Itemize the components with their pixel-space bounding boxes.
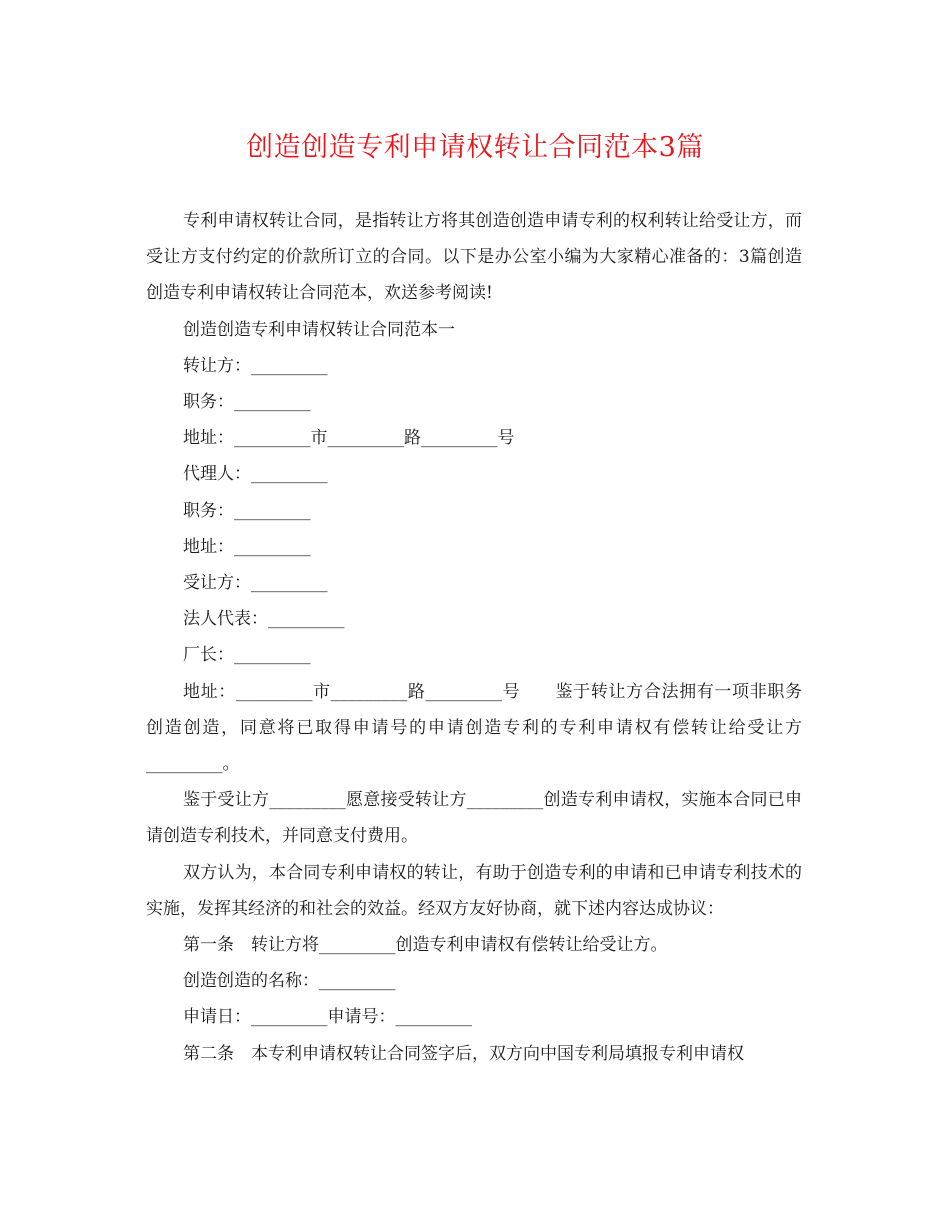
article-one: 第一条 转让方将_________创造专利申请权有偿转让给受让方。: [183, 935, 668, 956]
intro-paragraph: 专利申请权转让合同，是指转让方将其创造创造申请专利的权利转让给受让方，而受让方支付约定的价款所订立的合同。以下是办公室小编为大家精心准备的：3篇创造创造专利申请权转让合同范本，欢送参考阅读!: [146, 211, 802, 304]
field-agent-position: 职务：_________: [183, 500, 311, 521]
field-legal-rep: 法人代表：_________: [183, 609, 345, 630]
field-position: 职务：_________: [183, 392, 311, 413]
field-transferor: 转让方：_________: [183, 355, 328, 376]
document-body: [146, 203, 802, 1072]
field-address: 地址：_________市_________路_________号: [183, 428, 515, 449]
section-heading: 创造创造专利申请权转让合同范本一: [183, 319, 455, 340]
field-factory-director: 厂长：_________: [183, 645, 311, 666]
recital-transferor: 地址：_________市_________路_________号 鉴于转让方合法拥有一项非职务创造创造，同意将已取得申请号的申请创造专利的专利申请权有偿转让给受让方_________。: [146, 681, 802, 775]
document-title: 创造创造专利申请权转让合同范本3篇: [246, 132, 704, 163]
field-application-date-number: 申请日：_________申请号：_________: [183, 1007, 472, 1028]
field-agent-address: 地址：_________: [183, 536, 311, 557]
field-invention-name: 创造创造的名称：_________: [183, 971, 396, 992]
recital-transferee: 鉴于受让方_________愿意接受转让方_________创造专利申请权，实施本合同已申请创造专利技术，并同意支付费用。: [146, 790, 802, 847]
recital-agreement: 双方认为，本合同专利申请权的转让，有助于创造专利的申请和已申请专利技术的实施，发挥其经济的和社会的效益。经双方友好协商，就下述内容达成协议：: [146, 862, 802, 919]
field-agent: 代理人：_________: [183, 464, 328, 485]
article-two: 第二条 本专利申请权转让合同签字后，双方向中国专利局填报专利申请权: [183, 1043, 744, 1064]
field-transferee: 受让方：_________: [183, 573, 328, 594]
